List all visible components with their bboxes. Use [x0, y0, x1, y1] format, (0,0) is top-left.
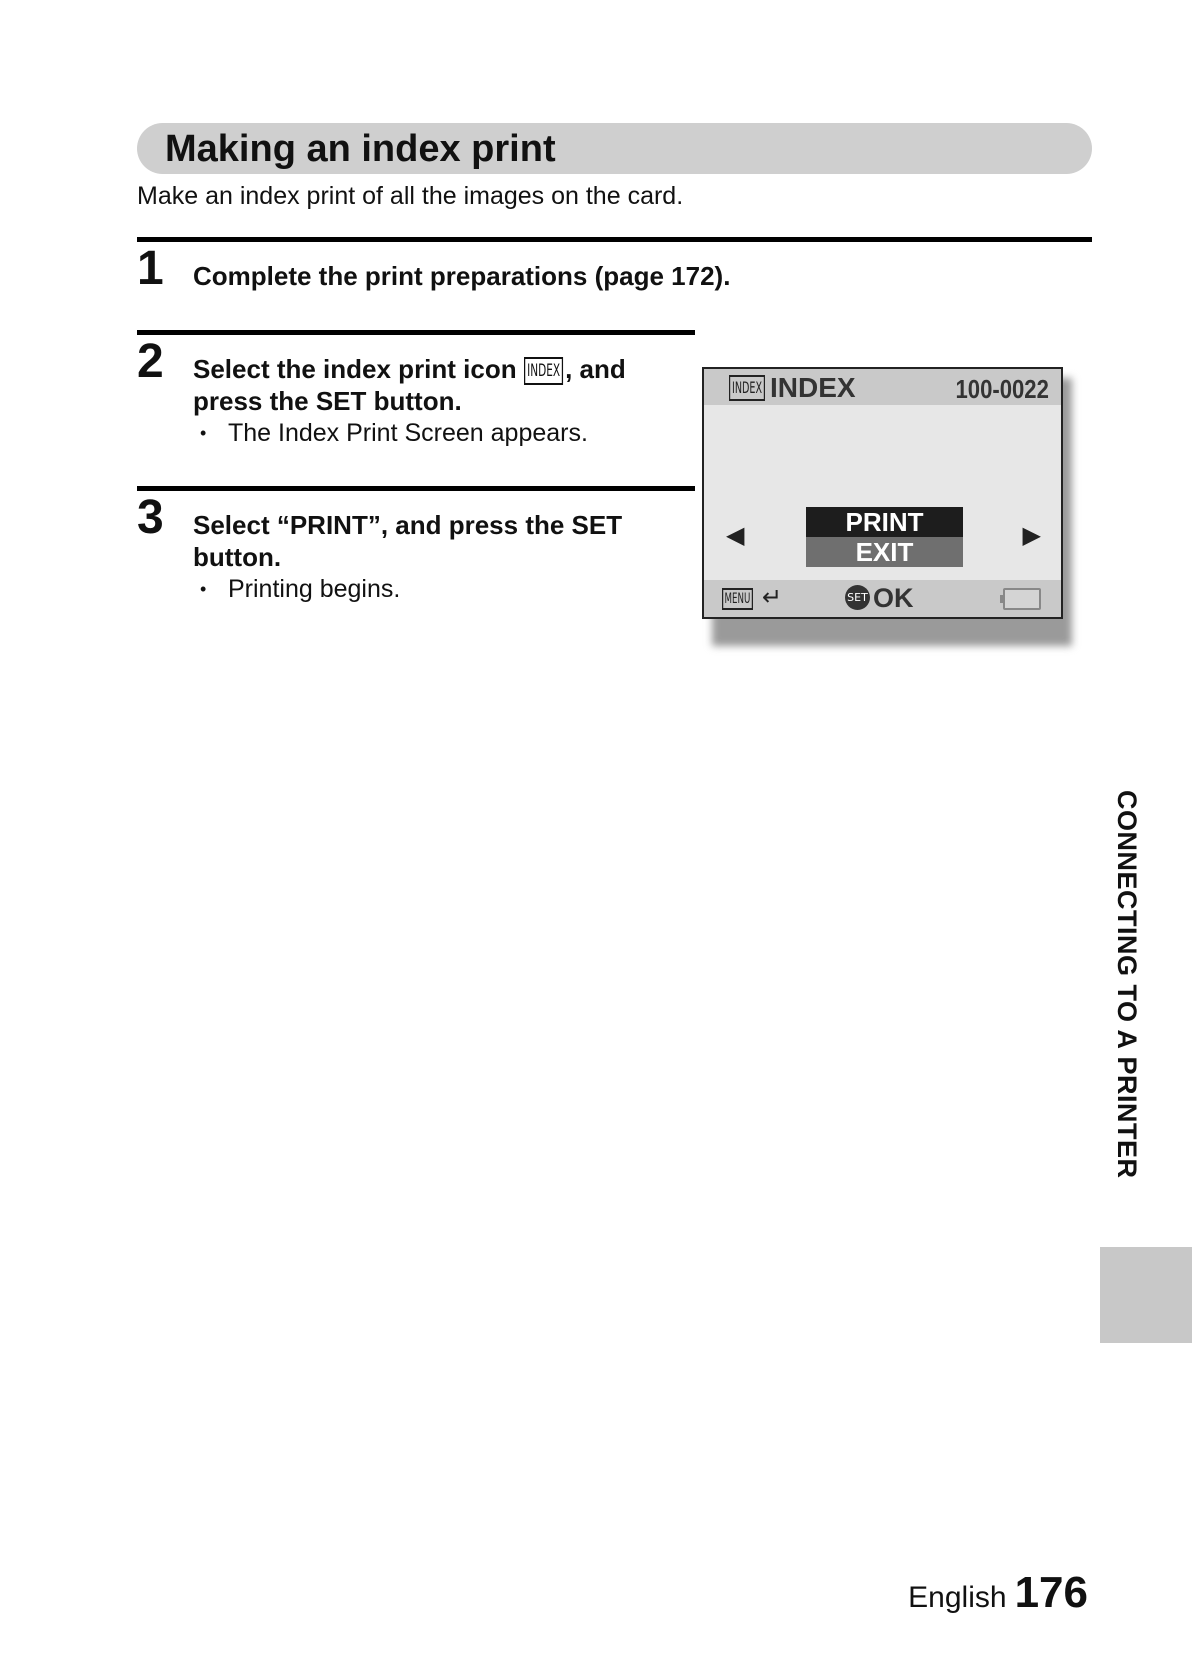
exit-option[interactable]: EXIT [806, 537, 963, 567]
step-3-text-line1: Select “PRINT”, and press the SET [193, 510, 623, 540]
section-title: Making an index print [165, 128, 556, 170]
screen-footer [704, 580, 1061, 617]
page-language: English [908, 1581, 1007, 1614]
step-1-text: Complete the print preparations (page 172). [193, 261, 731, 291]
right-arrow-icon[interactable]: ▶ [1022, 522, 1041, 549]
screen-title: INDEX [770, 372, 856, 403]
step-2-text-part2: , and [565, 354, 626, 384]
menu-icon: MENU [722, 588, 753, 610]
index-print-icon: INDEX [524, 357, 563, 385]
step-2-bullet-text: The Index Print Screen appears. [228, 419, 588, 447]
step-2-text-part1: Select the index print icon [193, 354, 517, 384]
index-print-screen [702, 367, 1063, 619]
step-2-rule [137, 330, 695, 335]
step-1-number: 1 [137, 242, 164, 295]
step-3-bullet-text: Printing begins. [228, 575, 401, 603]
bullet-marker: • [200, 579, 207, 599]
chapter-tab-marker [1100, 1247, 1192, 1343]
step-3-number: 3 [137, 491, 164, 544]
page-number: 176 [1014, 1568, 1088, 1617]
page-footer [908, 1568, 1088, 1618]
section-title-bar [137, 123, 1092, 174]
left-arrow-icon[interactable]: ◀ [726, 522, 745, 549]
step-3-rule [137, 486, 695, 491]
return-icon: ↵ [762, 584, 783, 611]
set-button-icon: SET [845, 585, 870, 610]
section-intro: Make an index print of all the images on the card. [137, 182, 684, 210]
step-2-text-line2: press the SET button. [193, 386, 462, 416]
print-option[interactable]: PRINT [806, 507, 963, 537]
file-number: 100-0022 [955, 374, 1049, 404]
step-3-bullet [200, 573, 400, 605]
ok-label: OK [873, 583, 914, 613]
step-1-rule [137, 237, 1092, 242]
chapter-side-tab [1112, 790, 1142, 1240]
bullet-marker: • [200, 423, 207, 443]
step-2-number: 2 [137, 335, 164, 388]
screen-header [704, 369, 1061, 405]
step-2-bullet [200, 417, 588, 449]
chapter-side-tab-label: CONNECTING TO A PRINTER [1112, 790, 1142, 1179]
step-3-text-line2: button. [193, 542, 282, 572]
index-icon: INDEX [729, 375, 765, 401]
print-options-menu [806, 507, 963, 567]
step-2-text [193, 353, 626, 385]
battery-icon [1003, 588, 1041, 610]
